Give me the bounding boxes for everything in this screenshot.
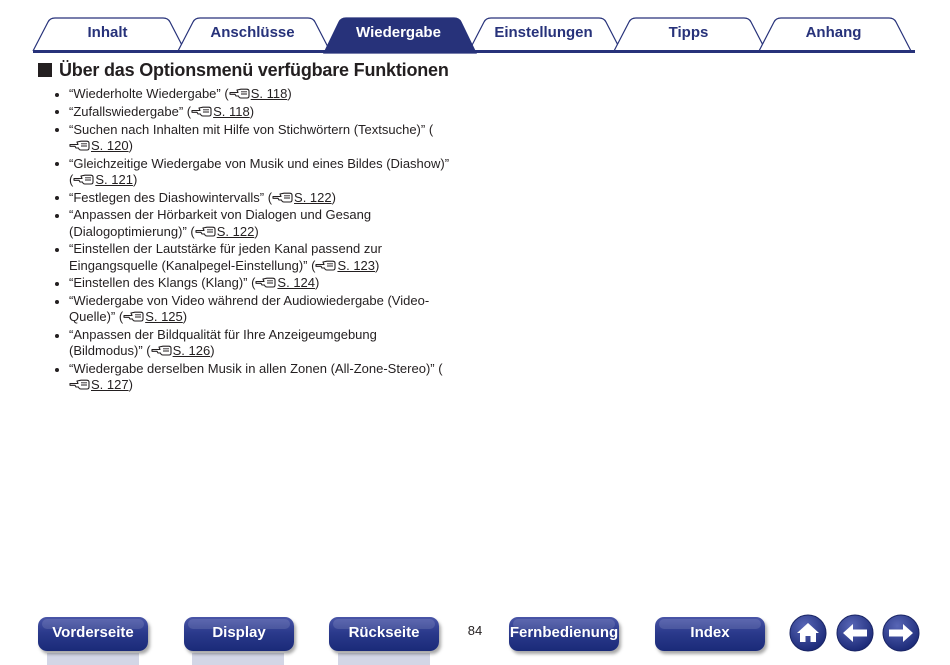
item-text: “Suchen nach Inhalten mit Hilfe von Stichwörtern (Textsuche)” ( — [69, 121, 434, 137]
pointing-hand-icon — [191, 106, 213, 117]
front-panel-button[interactable] — [38, 617, 148, 651]
list-item-9 — [53, 293, 453, 325]
item-close-paren: ) — [331, 189, 336, 205]
list-item-2 — [53, 104, 453, 120]
page-reference-link[interactable]: S. 121 — [95, 171, 133, 187]
pointing-hand-icon — [195, 226, 217, 237]
list-item-10 — [53, 327, 453, 359]
item-close-paren: ) — [249, 103, 255, 119]
nav-shadow-display — [192, 653, 284, 665]
arrow-left-icon[interactable] — [836, 614, 874, 652]
item-close-paren: ) — [132, 171, 138, 187]
page-reference-link[interactable]: S. 125 — [145, 309, 183, 325]
front-panel-label: Vorderseite — [52, 624, 134, 641]
tab-anschluesse[interactable]: Anschlüsse — [210, 24, 295, 41]
rear-panel-label: Rückseite — [348, 624, 420, 641]
item-close-paren: ) — [210, 343, 215, 359]
list-item-11 — [53, 361, 453, 393]
item-close-paren: ) — [128, 137, 133, 153]
page-reference-link[interactable]: S. 122 — [294, 189, 332, 205]
nav-shadow-rear — [338, 653, 430, 665]
section-square-icon — [38, 63, 52, 77]
item-text: “Zufallswiedergabe” ( — [69, 103, 192, 119]
top-tab-bar — [0, 0, 950, 56]
list-item-8 — [53, 275, 453, 291]
page-reference-link[interactable]: S. 123 — [337, 257, 376, 273]
arrow-right-icon[interactable] — [882, 614, 920, 652]
remote-control-label: Fernbedienung — [509, 624, 619, 641]
item-text: “Wiederholte Wiedergabe” ( — [69, 86, 229, 101]
item-close-paren: ) — [315, 275, 320, 291]
pointing-hand-icon — [69, 379, 91, 390]
tab-anhang[interactable]: Anhang — [805, 24, 862, 41]
pointing-hand-icon — [151, 345, 173, 356]
tab-tipps[interactable]: Tipps — [668, 24, 709, 41]
page-reference-link[interactable]: S. 122 — [216, 223, 255, 239]
page-reference-link[interactable]: S. 127 — [91, 377, 129, 393]
item-text: “Wiedergabe von Video während der Audiowiedergabe (Video-Quelle)” ( — [69, 293, 430, 325]
item-close-paren: ) — [287, 86, 292, 101]
list-item-1 — [53, 86, 453, 102]
tab-wiedergabe[interactable]: Wiedergabe — [356, 24, 441, 41]
nav-shadow-front — [47, 653, 139, 665]
page-reference-link[interactable]: S. 124 — [277, 275, 316, 291]
pointing-hand-icon — [123, 311, 145, 322]
item-text: “Anpassen der Bildqualität für Ihre Anzeigeumgebung (Bildmodus)” ( — [69, 327, 377, 359]
list-item-6 — [53, 207, 453, 239]
item-close-paren: ) — [375, 257, 380, 273]
pointing-hand-icon — [255, 277, 277, 288]
list-item-5 — [53, 190, 453, 206]
item-text: “Gleichzeitige Wiedergabe von Musik und eines Bildes (Diashow)” ( — [69, 155, 450, 187]
item-text: “Wiedergabe derselben Musik in allen Zonen (All-Zone-Stereo)” ( — [69, 361, 443, 377]
pointing-hand-icon — [272, 192, 294, 203]
pointing-hand-icon — [315, 260, 337, 271]
pointing-hand-icon — [229, 88, 251, 99]
item-close-paren: ) — [128, 377, 133, 393]
rear-panel-button[interactable] — [329, 617, 439, 651]
tab-inhalt[interactable]: Inhalt — [87, 24, 128, 41]
item-close-paren: ) — [182, 309, 188, 325]
section-title-text: Über das Optionsmenü verfügbare Funktionen — [59, 60, 449, 80]
index-label: Index — [690, 624, 730, 641]
section-title — [38, 60, 449, 81]
list-item-7 — [53, 241, 453, 273]
list-item-4 — [53, 156, 453, 188]
pointing-hand-icon — [69, 140, 91, 151]
page-number: 84 — [467, 623, 483, 638]
item-text: “Einstellen der Lautstärke für jeden Kanal passend zur Eingangsquelle (Kanalpegel-Einstellung)” ( — [69, 241, 382, 273]
pointing-hand-icon — [73, 174, 95, 185]
item-text: “Einstellen des Klangs (Klang)” ( — [69, 275, 256, 291]
page-reference-link[interactable]: S. 120 — [91, 137, 129, 153]
display-label: Display — [212, 624, 266, 641]
page-reference-link[interactable]: S. 126 — [172, 343, 211, 359]
display-button[interactable] — [184, 617, 294, 651]
page-reference-link[interactable]: S. 118 — [213, 103, 250, 119]
index-button[interactable] — [655, 617, 765, 651]
list-item-3 — [53, 122, 453, 154]
function-list — [53, 86, 453, 395]
item-text: “Festlegen des Diashowintervalls” ( — [69, 189, 273, 205]
remote-control-button[interactable] — [509, 617, 619, 651]
item-text: “Anpassen der Hörbarkeit von Dialogen und Gesang (Dialogoptimierung)” ( — [69, 207, 372, 239]
item-close-paren: ) — [254, 223, 259, 239]
page-reference-link[interactable]: S. 118 — [250, 86, 288, 101]
home-icon[interactable] — [789, 614, 827, 652]
tab-einstellungen[interactable]: Einstellungen — [494, 24, 593, 41]
